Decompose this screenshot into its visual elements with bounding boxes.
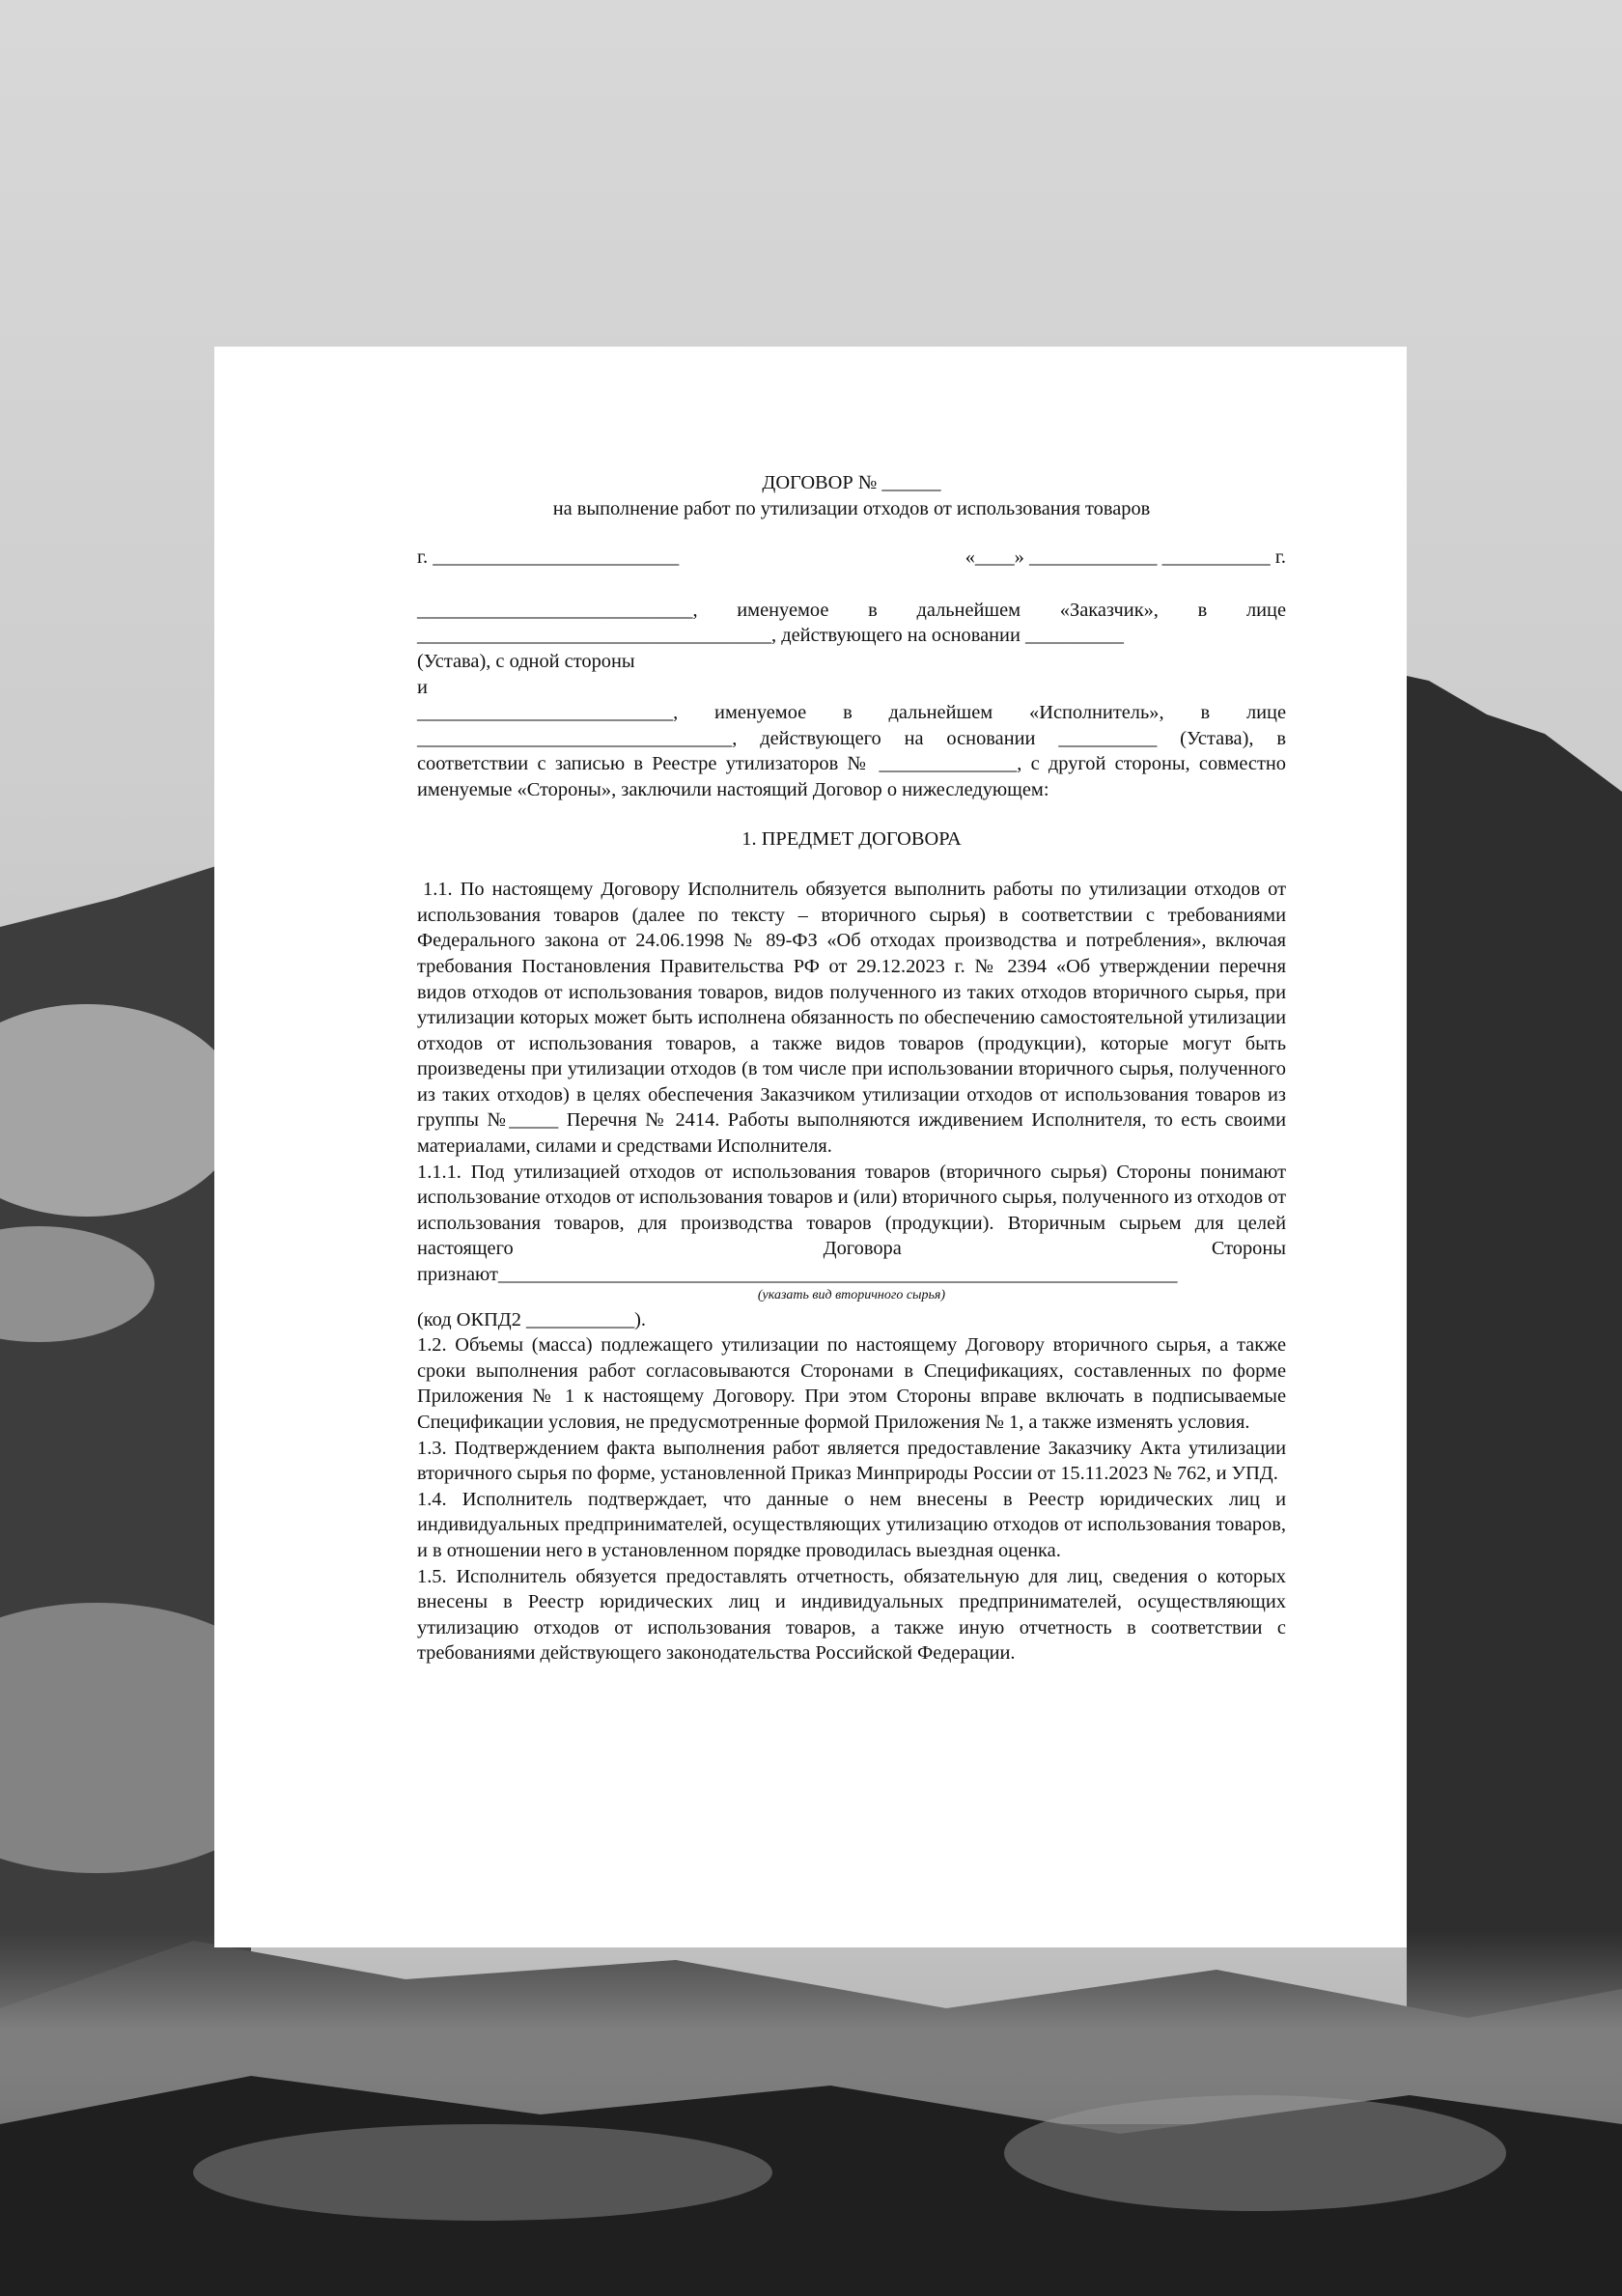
clause-1-3: 1.3. Подтверждением факта выполнения работ является предоставление Заказчику Акта утилизации вторичного сырья по форме, установленной Приказ Минприроды России от 15.11.2023 № 762, и УПД. bbox=[417, 1437, 1286, 1485]
document-page bbox=[214, 347, 1407, 1947]
clause-1-1: 1.1. По настоящему Договору Исполнитель обязуется выполнить работы по утилизации отходов от использования товаров (далее по тексту – вторичного сырья) в соответствии с требованиями Федерального закона от 24.06.1998 № 89-ФЗ «Об отходах производства и потребления», включая требования Постановления Правительства РФ от 29.12.2023 г. № 2394 «Об утверждении перечня видов отходов от использования товаров, видов полученного из таких отходов вторичного сырья, при утилизации которых может быть исполнена обязанность по обеспечению самостоятельной утилизации отходов от использования товаров, а также видов товаров (продукции), которые могут быть произведены при утилизации отходов (в том числе при использовании вторичного сырья, полученного из таких отходов) в целях обеспечения Заказчиком утилизации отходов от использования товаров из группы №_____ Перечня № 2414. Работы выполняются иждивением Исполнителя, то есть своими материалами, силами и средствами Исполнителя. bbox=[417, 879, 1286, 1158]
clause-1-1-1: 1.1.1. Под утилизацией отходов от использования товаров (вторичного сырья) Стороны понимают использование отходов от использования товаров и (или) вторичного сырья, полученного из отходов от использования товаров, для производства товаров (продукции). Вторичным сырьем для целей настоящего Договора Стороны признают_____________________________________________________________________ bbox=[417, 1161, 1286, 1286]
contract-subtitle: на выполнение работ по утилизации отходов от использования товаров bbox=[552, 497, 1151, 519]
section-1-title: 1. ПРЕДМЕТ ДОГОВОРА bbox=[741, 827, 962, 850]
city-date-row bbox=[417, 545, 1286, 571]
city-field: г. _________________________ bbox=[417, 546, 680, 569]
parties-block bbox=[417, 598, 1286, 803]
clause-1-4: 1.4. Исполнитель подтверждает, что данные о нем внесены в Реестр юридических лиц и индивидуальных предпринимателей, осуществляющих утилизацию отходов от использования товаров, и в отношении него в установленном порядке проводилась выездная оценка. bbox=[417, 1488, 1286, 1561]
contract-body bbox=[417, 470, 1286, 1666]
clause-1-1-1-caption: (указать вид вторичного сырья) bbox=[757, 1287, 946, 1302]
date-field: «____» _____________ ___________ г. bbox=[965, 546, 1286, 569]
clause-1-1-1-okpd: (код ОКПД2 ___________). bbox=[417, 1308, 647, 1330]
party-customer-basis: (Устава), с одной стороны bbox=[417, 650, 635, 672]
clause-1-2: 1.2. Объемы (масса) подлежащего утилизации по настоящему Договору вторичного сырья, а также сроки выполнения работ согласовываются Сторонами в Спецификациях, составленных по форме Приложения № 1 к настоящему Договору. При этом Стороны вправе включать в подписываемые Спецификации условия, не предусмотренные формой Приложения № 1, а также изменять условия. bbox=[417, 1334, 1286, 1433]
party-and: и bbox=[417, 676, 428, 698]
clause-1-5: 1.5. Исполнитель обязуется предоставлять отчетность, обязательную для лиц, сведения о которых внесены в Реестр юридических лиц и индивидуальных предпринимателей, осуществляющих утилизацию отходов от использования товаров, а также иную отчетность в соответствии с требованиями действующего законодательства Российской Федерации. bbox=[417, 1565, 1286, 1665]
contract-title: ДОГОВОР № ______ bbox=[762, 472, 941, 493]
party-customer: ____________________________, именуемое в дальнейшем «Заказчик», в лице ____________________________________, действующего на основании __________ bbox=[417, 599, 1286, 647]
party-contractor: __________________________, именуемое в дальнейшем «Исполнитель», в лице ________________________________, действующего на основании __________ (Устава), в соответствии с записью в Реестре утилизаторов № ______________, с другой стороны, совместно именуемые «Стороны», заключили настоящий Договор о нижеследующем: bbox=[417, 702, 1286, 800]
